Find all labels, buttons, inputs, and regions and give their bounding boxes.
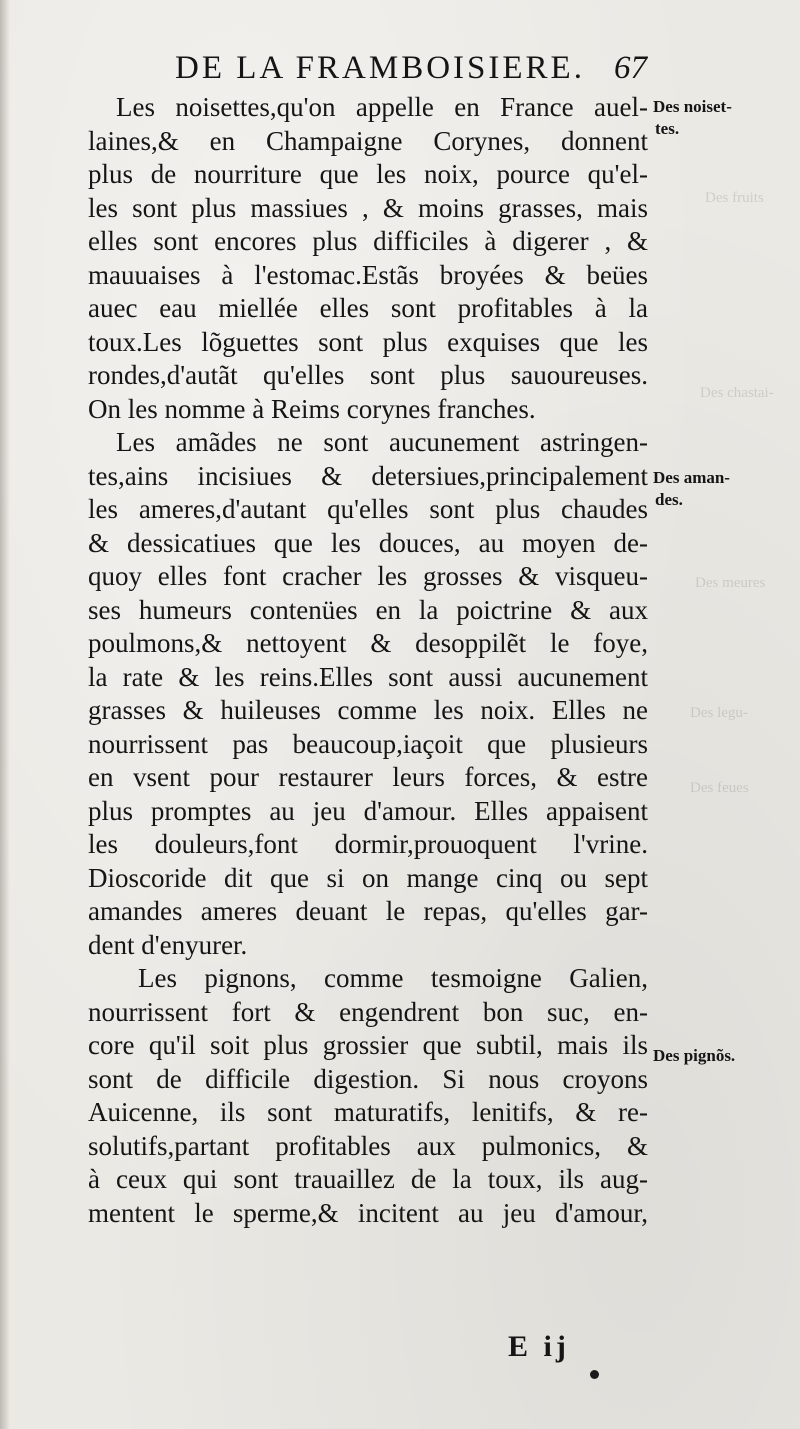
text-line: Dioscoride dit que si on mange cinq ou sept	[88, 862, 648, 893]
text-line: core qu'il soit plus grossier que subtil, mais ils	[88, 1030, 648, 1060]
text-line: Les amãdes ne sont aucunement astringen-	[116, 427, 648, 457]
text-line: quoy elles font cracher les grosses & visqueu-	[88, 561, 648, 591]
signature-mark: E ij	[508, 1330, 570, 1363]
text-line: ses humeurs contenües en la poictrine & aux	[88, 594, 648, 625]
text-line: Les pignons, comme tesmoigne Galien,	[138, 963, 648, 993]
text-line: plus de nourriture que les noix, pource qu'el-	[88, 159, 648, 189]
show-through-text: Des feues	[690, 780, 749, 796]
marginal-note-line: tes.	[655, 119, 680, 138]
text-line: sont de difficile digestion. Si nous croyons	[88, 1063, 648, 1094]
body-text	[88, 91, 648, 1230]
text-line: On les nomme à Reims corynes franches.	[88, 393, 536, 424]
text-line: mauuaises à l'estomac.Estãs broyées & beües	[88, 259, 648, 290]
text-line: plus promptes au jeu d'amour. Elles appaisent	[88, 795, 648, 826]
text-line: les sont plus massiues , & moins grasses, mais	[88, 192, 648, 223]
show-through-text: Des fruits	[705, 190, 764, 206]
text-line: solutifs,partant profitables aux pulmonics, &	[88, 1130, 648, 1161]
text-line: à ceux qui sont trauaillez de la toux, ils aug-	[88, 1164, 648, 1194]
text-line: nourrissent pas beaucoup,iaçoit que plusieurs	[88, 728, 648, 759]
text-line: elles sont encores plus difficiles à digerer , &	[88, 226, 648, 256]
text-line: & dessicatiues que les douces, au moyen de-	[88, 527, 648, 558]
marginal-note-line: Des pignõs.	[653, 1046, 736, 1065]
marginal-note-pignons	[653, 1045, 735, 1067]
show-through-text: Des chastai-	[700, 385, 774, 401]
text-line: rondes,d'autãt qu'elles sont plus sauoureuses.	[88, 360, 648, 390]
show-through-text: Des meures	[695, 575, 766, 591]
page-edge-shadow	[0, 0, 10, 1429]
marginal-note-line: des.	[655, 490, 683, 509]
running-title: DE LA FRAMBOISIERE.	[175, 50, 585, 86]
text-line: toux.Les lõguettes sont plus exquises que les	[88, 326, 648, 357]
text-line: dent d'enyurer.	[88, 929, 248, 960]
text-line: poulmons,& nettoyent & desoppilẽt le foye,	[88, 628, 648, 658]
text-line: auec eau miellée elles sont profitables à la	[88, 293, 648, 323]
text-line: en vsent pour restaurer leurs forces, & estre	[88, 762, 648, 792]
text-line: les ameres,d'autant qu'elles sont plus chaudes	[88, 494, 648, 524]
text-line: les douleurs,font dormir,prouoquent l'vrine.	[88, 829, 648, 859]
text-line: grasses & huileuses comme les noix. Elles ne	[88, 695, 648, 725]
text-line: Les noisettes,qu'on appelle en France auel-	[116, 92, 648, 122]
marginal-note-line: Des noiset-	[653, 97, 732, 116]
text-line: Auicenne, ils sont maturatifs, lenitifs, & re-	[88, 1097, 648, 1127]
text-line: mentent le sperme,& incitent au jeu d'amour,	[88, 1197, 648, 1228]
page-number: 67	[614, 50, 647, 86]
marginal-note-amandes	[653, 467, 730, 511]
show-through-text: Des legu-	[690, 705, 748, 721]
ink-spot	[590, 1370, 599, 1379]
text-line: tes,ains incisiues & detersiues,principalement	[88, 460, 648, 491]
text-line: la rate & les reins.Elles sont aussi aucunement	[88, 661, 648, 692]
text-line: laines,& en Champaigne Corynes, donnent	[88, 125, 648, 156]
text-line: amandes ameres deuant le repas, qu'elles gar-	[88, 896, 648, 926]
text-line: nourrissent fort & engendrent bon suc, en-	[88, 996, 648, 1027]
marginal-note-line: Des aman-	[653, 468, 730, 487]
marginal-note-noisettes	[653, 96, 732, 140]
